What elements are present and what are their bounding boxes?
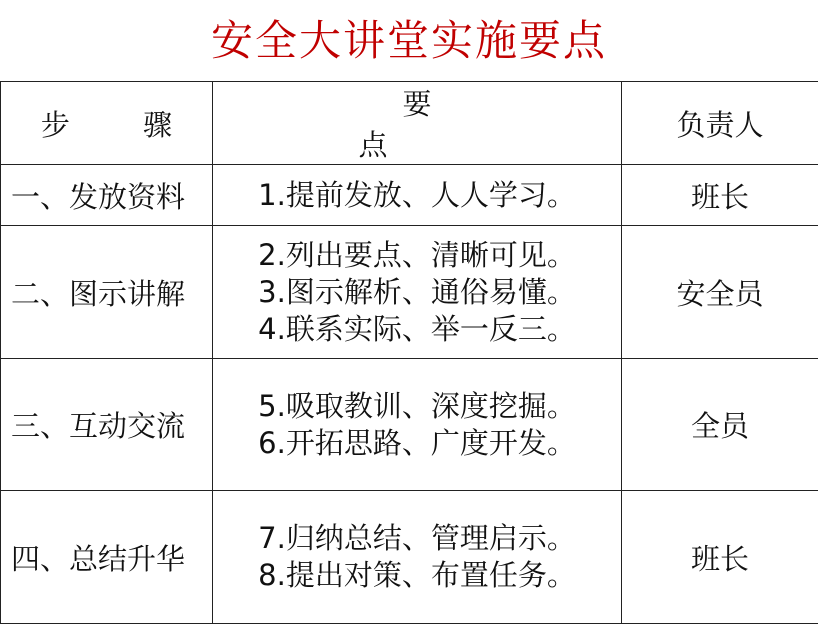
- table-row: [1, 226, 818, 359]
- owner-cell: 班长: [622, 165, 818, 226]
- header-points: 要 点: [213, 82, 622, 165]
- point-line: 7.归纳总结、管理启示。: [213, 520, 621, 557]
- table-row: [1, 165, 818, 226]
- implementation-table: [0, 81, 818, 624]
- point-line: 5.吸取教训、深度挖掘。: [213, 388, 621, 425]
- point-line: 1.提前发放、人人学习。: [213, 177, 621, 214]
- step-cell: 三、互动交流: [1, 359, 213, 491]
- step-cell: 一、发放资料: [1, 165, 213, 226]
- point-line: 3.图示解析、通俗易懂。: [213, 274, 621, 311]
- point-line: 8.提出对策、布置任务。: [213, 557, 621, 594]
- point-line: 4.联系实际、举一反三。: [213, 311, 621, 348]
- table-header-row: [1, 82, 818, 165]
- point-line: 6.开拓思路、广度开发。: [213, 425, 621, 462]
- points-cell: [213, 226, 622, 359]
- owner-cell: 班长: [622, 491, 818, 624]
- header-step: 步 骤: [1, 82, 213, 165]
- table-row: [1, 359, 818, 491]
- owner-cell: 安全员: [622, 226, 818, 359]
- page-title: 安全大讲堂实施要点: [0, 10, 818, 72]
- owner-cell: 全员: [622, 359, 818, 491]
- step-cell: 四、总结升华: [1, 491, 213, 624]
- step-cell: 二、图示讲解: [1, 226, 213, 359]
- points-cell: [213, 491, 622, 624]
- point-line: 2.列出要点、清晰可见。: [213, 237, 621, 274]
- points-cell: [213, 165, 622, 226]
- points-cell: [213, 359, 622, 491]
- table-row: [1, 491, 818, 624]
- header-owner: 负责人: [622, 82, 818, 165]
